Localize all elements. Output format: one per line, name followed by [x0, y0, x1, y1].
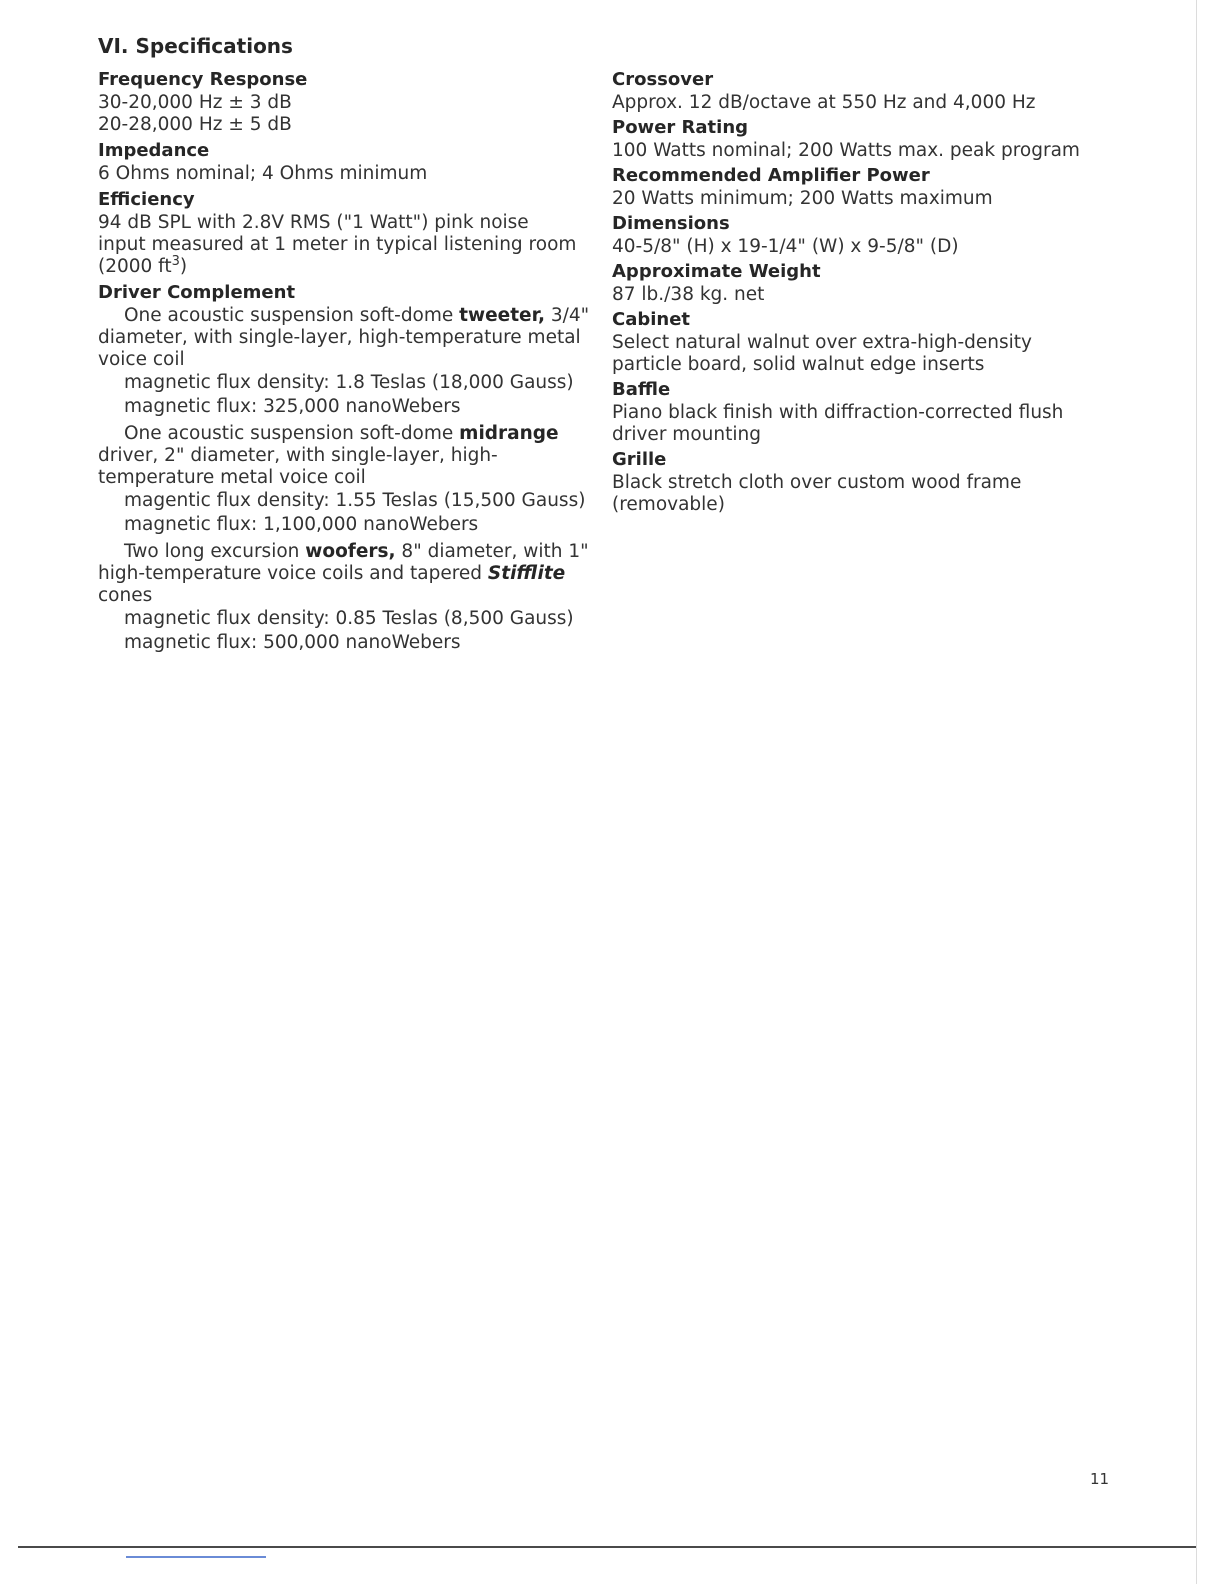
baffle-section: [612, 378, 1112, 446]
tweeter-flux: magnetic flux: 325,000 nanoWebers: [124, 396, 461, 417]
cabinet-line-2: particle board, solid walnut edge inserts: [612, 354, 985, 375]
midrange-description: [98, 423, 598, 489]
efficiency-line-2: input measured at 1 meter in typical listening room: [98, 234, 577, 255]
recommended-amplifier-power-heading: Recommended Amplifier Power: [612, 165, 930, 186]
midrange-text-pre: One acoustic suspension soft-dome: [124, 423, 460, 444]
midrange-flux-density: magentic flux density: 1.55 Teslas (15,500 Gauss): [124, 490, 586, 511]
cabinet-heading: Cabinet: [612, 309, 691, 330]
grille-section: [612, 448, 1112, 516]
power-rating-value: 100 Watts nominal; 200 Watts max. peak program: [612, 140, 1080, 161]
page-edge: [1196, 0, 1197, 1584]
woofers-flux-density: magnetic flux density: 0.85 Teslas (8,500 Gauss): [124, 608, 574, 629]
efficiency-volume: (2000 ft: [98, 256, 172, 277]
frequency-response-line-2: 20-28,000 Hz ± 5 dB: [98, 114, 292, 135]
efficiency-line-1: 94 dB SPL with 2.8V RMS ("1 Watt") pink noise: [98, 212, 529, 233]
grille-line-1: Black stretch cloth over custom wood frame: [612, 472, 1022, 493]
frequency-response-heading: Frequency Response: [98, 69, 308, 90]
efficiency-line-3: [98, 253, 598, 278]
driver-complement-section: [98, 281, 598, 655]
impedance-heading: Impedance: [98, 140, 210, 161]
efficiency-heading: Efficiency: [98, 189, 195, 210]
dimensions-heading: Dimensions: [612, 213, 730, 234]
woofers-flux: magnetic flux: 500,000 nanoWebers: [124, 632, 461, 653]
bottom-rule: [18, 1546, 1196, 1548]
tweeter-flux-density: magnetic flux density: 1.8 Teslas (18,000 Gauss): [124, 372, 574, 393]
grille-heading: Grille: [612, 449, 667, 470]
midrange-label: midrange: [459, 423, 559, 444]
stifflite-brand: Stifflite: [487, 563, 566, 584]
page-title: VI. Specifications: [98, 34, 293, 58]
efficiency-close-paren: ): [179, 256, 188, 277]
baffle-line-2: driver mounting: [612, 424, 761, 445]
tweeter-label: tweeter,: [459, 305, 546, 326]
midrange-text-post: driver, 2" diameter, with single-layer, high-temperature metal voice coil: [98, 445, 498, 488]
crossover-heading: Crossover: [612, 69, 714, 90]
impedance-value: 6 Ohms nominal; 4 Ohms minimum: [98, 163, 428, 184]
grille-line-2: (removable): [612, 494, 725, 515]
efficiency-section: [98, 188, 598, 278]
crossover-value: Approx. 12 dB/octave at 550 Hz and 4,000 Hz: [612, 92, 1036, 113]
right-column: [612, 68, 1112, 518]
left-column: [98, 68, 598, 658]
frequency-response-section: [98, 68, 598, 136]
power-rating-heading: Power Rating: [612, 117, 749, 138]
cabinet-section: [612, 308, 1112, 376]
recommended-amplifier-power-value: 20 Watts minimum; 200 Watts maximum: [612, 188, 993, 209]
tweeter-text-pre: One acoustic suspension soft-dome: [124, 305, 460, 326]
cabinet-line-1: Select natural walnut over extra-high-density: [612, 332, 1032, 353]
crossover-section: [612, 68, 1112, 114]
tweeter-description: [98, 305, 598, 371]
woofers-label: woofers,: [305, 541, 396, 562]
power-rating-section: [612, 116, 1112, 162]
approximate-weight-value: 87 lb./38 kg. net: [612, 284, 765, 305]
frequency-response-line-1: 30-20,000 Hz ± 3 dB: [98, 92, 292, 113]
baffle-line-1: Piano black finish with diffraction-corrected flush: [612, 402, 1064, 423]
midrange-flux: magnetic flux: 1,100,000 nanoWebers: [124, 514, 479, 535]
approximate-weight-section: [612, 260, 1112, 306]
recommended-amplifier-power-section: [612, 164, 1112, 210]
bottom-rule-accent: [126, 1556, 266, 1558]
woofers-text-mid: 8" diameter, with 1" high-temperature voice coils and tapered: [98, 541, 589, 584]
baffle-heading: Baffle: [612, 379, 671, 400]
tweeter-text-post: 3/4" diameter, with single-layer, high-temperature metal voice coil: [98, 305, 590, 370]
woofers-text-post: cones: [98, 585, 153, 606]
dimensions-section: [612, 212, 1112, 258]
dimensions-value: 40-5/8" (H) x 19-1/4" (W) x 9-5/8" (D): [612, 236, 959, 257]
page-number: 11: [1090, 1470, 1110, 1488]
efficiency-superscript: 3: [171, 253, 180, 269]
impedance-section: [98, 139, 598, 185]
woofers-description: [98, 541, 598, 607]
woofers-text-pre: Two long excursion: [124, 541, 306, 562]
approximate-weight-heading: Approximate Weight: [612, 261, 821, 282]
driver-complement-heading: Driver Complement: [98, 282, 296, 303]
